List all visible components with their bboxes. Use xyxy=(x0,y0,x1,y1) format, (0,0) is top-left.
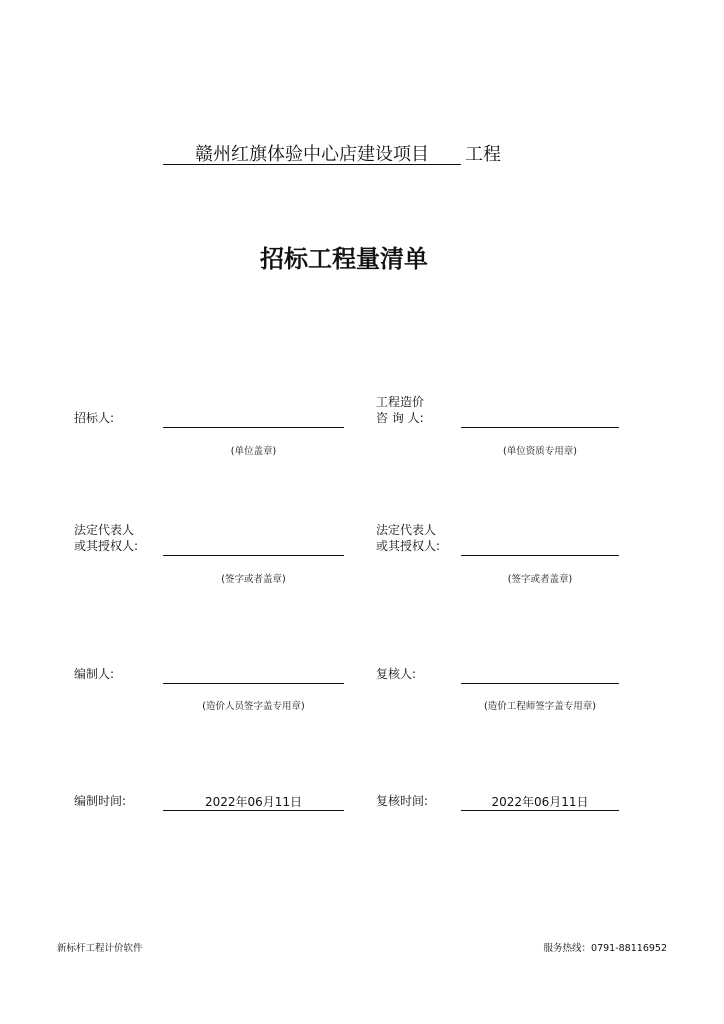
legal-rep-left-line1: 法定代表人 xyxy=(74,523,135,537)
review-date-value: 2022年06月11日 xyxy=(491,795,589,809)
compile-date-line xyxy=(163,810,344,811)
legal-rep-left-signature-line xyxy=(163,555,344,556)
project-name-underline xyxy=(163,164,461,165)
legal-rep-right-line2: 或其授权人: xyxy=(376,539,441,553)
review-date-label: 复核时间: xyxy=(376,794,429,808)
reviewer-label: 复核人: xyxy=(376,667,417,681)
compiler-signature-line xyxy=(163,683,344,684)
review-date-line xyxy=(461,810,619,811)
legal-rep-left-note: (签字或者盖章) xyxy=(221,574,286,585)
consultant-note: (单位资质专用章) xyxy=(503,446,577,457)
legal-rep-right-line1: 法定代表人 xyxy=(376,523,437,537)
legal-rep-left-line2: 或其授权人: xyxy=(74,539,139,553)
tenderer-note: (单位盖章) xyxy=(230,446,277,457)
consultant-label-line1: 工程造价 xyxy=(376,395,425,409)
reviewer-signature-line xyxy=(461,683,619,684)
consultant-signature-line xyxy=(461,427,619,428)
footer-hotline: 服务热线：0791-88116952 xyxy=(543,943,667,954)
reviewer-note: (造价工程师签字盖专用章) xyxy=(484,701,596,712)
document-title: 招标工程量清单 xyxy=(260,245,428,273)
compiler-label: 编制人: xyxy=(74,667,115,681)
project-name: 赣州红旗体验中心店建设项目 xyxy=(195,144,429,165)
legal-rep-right-note: (签字或者盖章) xyxy=(507,574,573,585)
legal-rep-right-signature-line xyxy=(461,555,619,556)
consultant-label-line2: 咨 询 人: xyxy=(376,411,424,425)
compile-date-value: 2022年06月11日 xyxy=(204,795,303,809)
project-suffix: 工程 xyxy=(465,144,501,165)
footer-software: 新标杆工程计价软件 xyxy=(57,943,143,954)
tenderer-label: 招标人: xyxy=(74,411,115,425)
tenderer-signature-line xyxy=(163,427,344,428)
compiler-note: (造价人员签字盖专用章) xyxy=(202,701,305,712)
compile-date-label: 编制时间: xyxy=(74,794,127,808)
